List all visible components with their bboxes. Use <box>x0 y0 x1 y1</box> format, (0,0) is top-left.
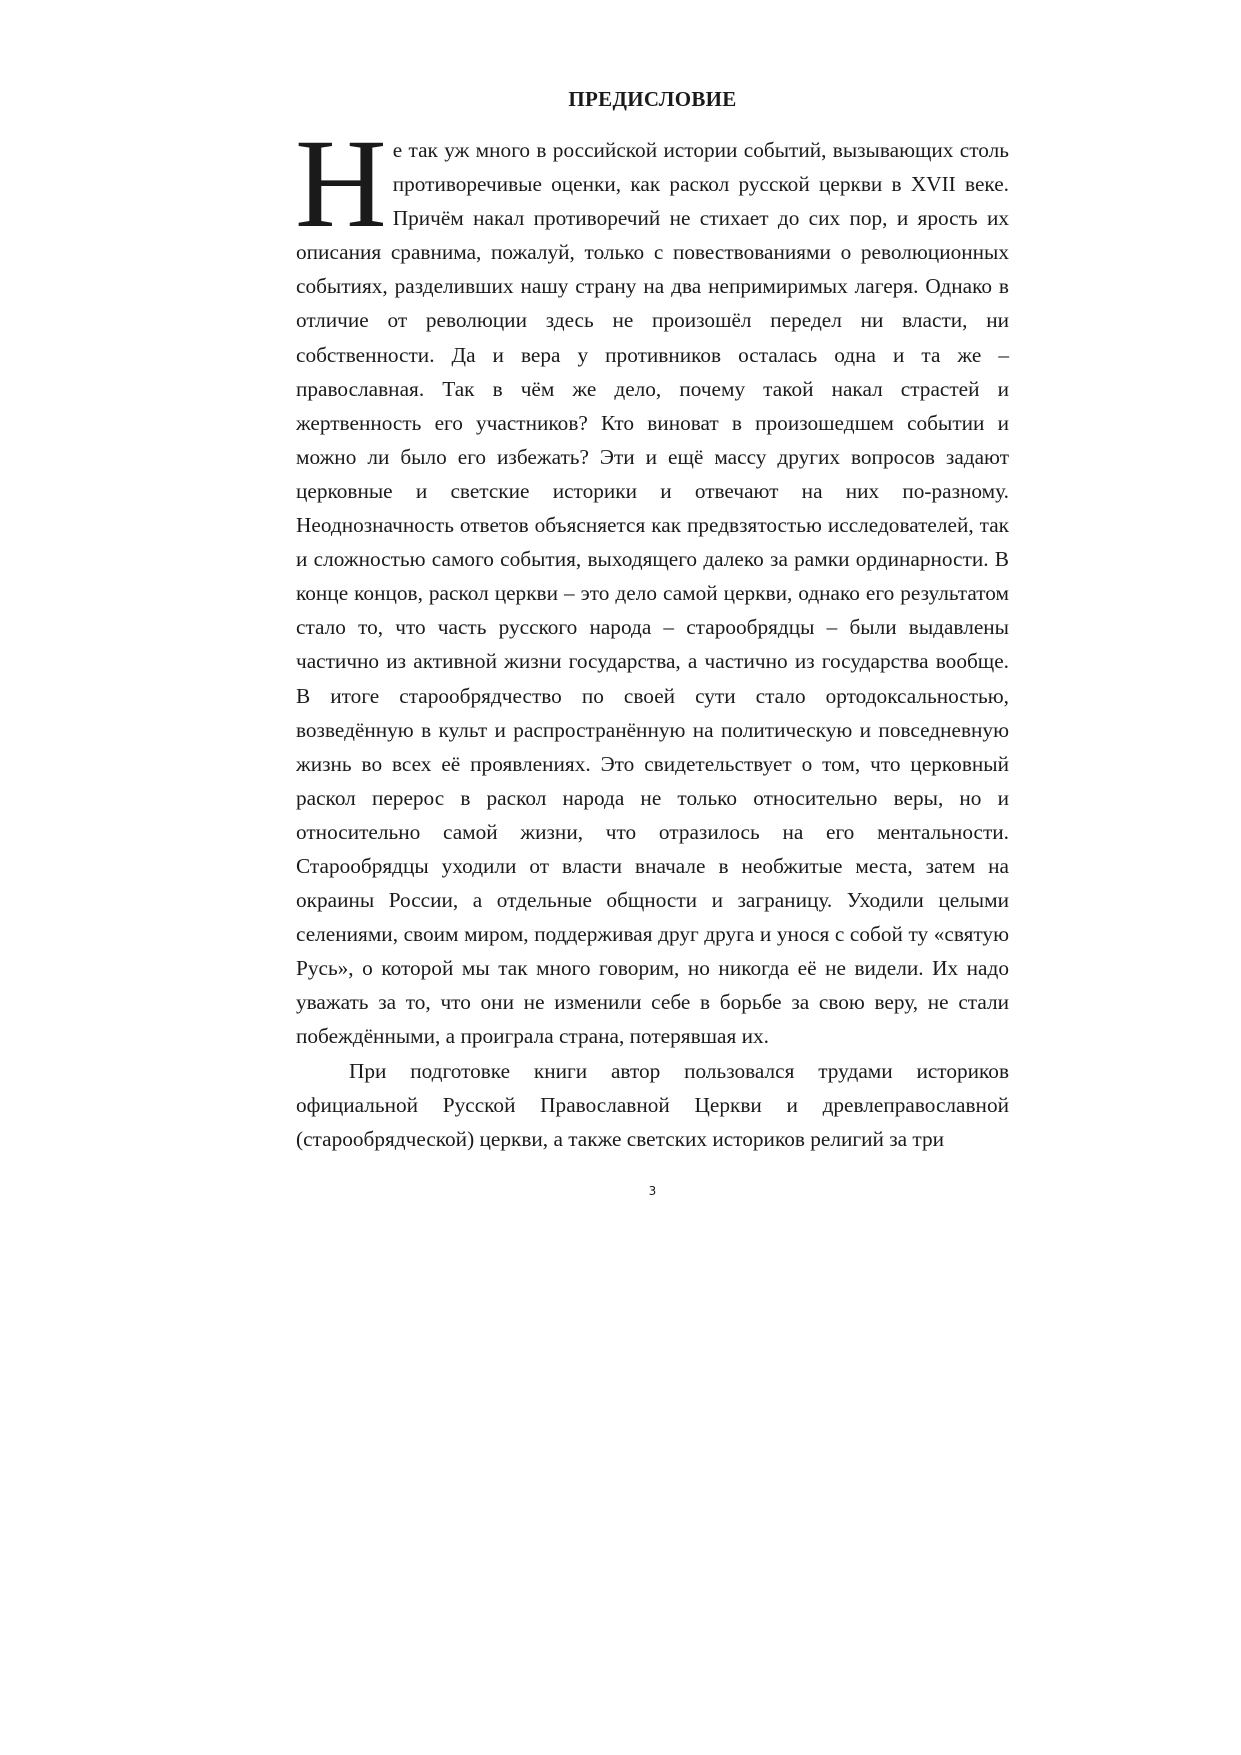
page-number: 3 <box>648 1184 657 1198</box>
paragraph-2: При подготовке книги автор пользовался трудами историков официальной Русской Православной Церкви и древлеправославной (старообрядческой) церкви, а также светских историков религий за три <box>296 1058 1009 1151</box>
drop-cap-letter: Н <box>295 114 387 254</box>
page-title: ПРЕДИСЛОВИЕ <box>568 87 737 111</box>
body-text <box>295 114 1009 1156</box>
paragraph-1 <box>295 114 1009 1054</box>
paragraph-1-text: е так уж много в российской истории событий, вызывающих столь противоречивые оценки, как раскол русской церкви в XVII веке. Причём накал противоречий не стихает до сих пор, и ярость их описания сравнима, пожалуй, только с повествованиями о революционных событиях, разделивших нашу страну на два непримиримых лагеря. Однако в отличие от революции здесь не произошёл передел ни власти, ни собственности. Да и вера у противников осталась одна и та же – православная. Так в чём же дело, почему такой накал страстей и жертвенность его участников? Кто виноват в произошедшем событии и можно ли было его избежать? Эти и ещё массу других вопросов задают церковные и светские историки и отвечают на них по-разному. Неоднозначность ответов объясняется как предвзятостью исследователей, так и сложностью самого события, выходящего далеко за рамки ординарности. В конце концов, раскол церкви – это дело самой церкви, однако его результатом стало то, что часть русского народа – старообрядцы – были выдавлены частично из активной жизни государства, а частично из государства вообще. В итоге старообрядчество по своей сути стало ортодоксальностью, возведённую в культ и распространённую на политическую и повседневную жизнь во всех её проявлениях. Это свидетельствует о том, что церковный раскол перерос в раскол народа не только относительно веры, но и относительно самой жизни, что отразилось на его ментальности. Старообрядцы уходили от власти вначале в необжитые места, затем на окраины России, а отдельные общности и заграницу. Уходили целыми селениями, своим миром, поддерживая друг друга и унося с собой ту «святую Русь», о которой мы так много говорим, но никогда её не видели. Их надо уважать за то, что они не изменили себе в борьбе за свою веру, не стали побеждёнными, а проиграла страна, потерявшая их. <box>296 138 1009 1049</box>
